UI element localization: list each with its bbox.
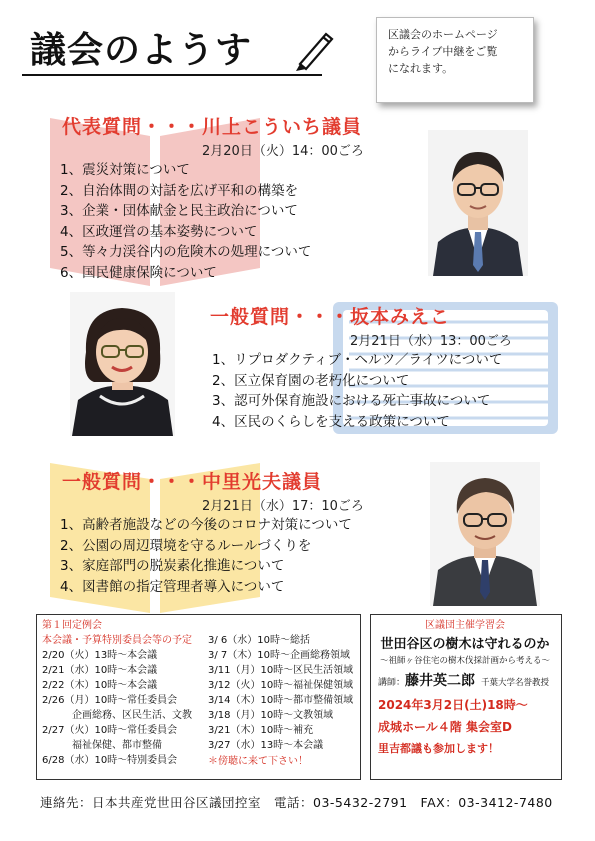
- list-item: 2、公園の周辺環境を守るルールづくりを: [60, 537, 312, 554]
- list-item: 2/20（火）13時〜本会議: [42, 650, 158, 661]
- list-item: 1、高齢者施設などの今後のコロナ対策について: [60, 517, 352, 533]
- pen-icon: [292, 26, 336, 72]
- list-item: 1、リプロダクティブ・ヘルツ／ライツについて: [212, 352, 503, 368]
- list-item: 6、国民健康保険について: [60, 264, 217, 281]
- schedule-right-list: [208, 633, 353, 769]
- list-item: 2/21（水）10時〜本会議: [42, 665, 158, 676]
- list-item: 2/26（月）10時〜常任委員会: [42, 695, 178, 706]
- list-item: 福祉保健、都市整備: [42, 740, 162, 751]
- list-item: 2、自治体間の対話を広げ平和の構築を: [60, 182, 299, 199]
- question-list: [60, 515, 352, 597]
- lecturer-name: 藤井英二郎: [405, 673, 476, 689]
- list-item: 3、認可外保育施設における死亡事故について: [212, 393, 491, 409]
- lecturer-label: 講師：: [378, 678, 406, 688]
- lecturer-line: [378, 670, 549, 690]
- study-subtitle: 〜祖師ヶ谷住宅の樹木伐採計画から考える〜: [379, 656, 550, 666]
- list-item: 1、震災対策について: [60, 162, 190, 178]
- schedule-subheading: 本会議・予算特別委員会等の予定: [42, 635, 192, 646]
- study-title: 世田谷区の樹木は守れるのか: [380, 637, 550, 652]
- guest-note: 里吉都議も参加します！: [378, 742, 499, 755]
- page-title: 議会のようす: [30, 30, 253, 71]
- question-list: [212, 350, 502, 432]
- list-item: 4、区政運営の基本姿勢について: [60, 223, 258, 240]
- note-line: からライブ中継をご覧: [388, 45, 498, 58]
- list-item: 4、図書館の指定管理者導入について: [60, 578, 285, 595]
- study-label: 区議団主催学習会: [425, 620, 505, 631]
- list-item: 企画総務、区民生活、文教: [42, 710, 192, 721]
- list-item: 3/11（月）10時〜区民生活領域: [208, 665, 354, 676]
- list-item: 2、区立保育園の老朽化について: [212, 372, 410, 389]
- note-line: になれます。: [388, 62, 454, 75]
- section-title: 代表質問・・・川上こういち議員: [62, 116, 363, 138]
- list-item: 3/ 7（木）10時〜企画総務領域: [208, 650, 350, 661]
- councilor-photo-sakamoto: [70, 292, 175, 436]
- study-venue: 成城ホール４階 集会室D: [378, 720, 512, 734]
- lecturer-title: 千葉大学名誉教授: [481, 678, 550, 688]
- list-item: 3/21（木）10時〜補充: [208, 725, 314, 736]
- live-stream-note: [388, 26, 528, 77]
- attend-call: ＊傍聴に来て下さい！: [208, 756, 308, 767]
- list-item: 3、企業・団体献金と民主政治について: [60, 203, 298, 219]
- list-item: 3/12（火）10時〜福祉保健領域: [208, 680, 354, 691]
- session-date: 2月21日（水）17：10ごろ: [202, 499, 364, 514]
- section-title: 一般質問・・・坂本みえこ: [210, 306, 451, 328]
- schedule-left-list: [42, 648, 192, 768]
- list-item: 3/18（月）10時〜文教領域: [208, 710, 334, 721]
- list-item: 2/22（木）10時〜本会議: [42, 680, 158, 691]
- title-underline: [22, 74, 322, 76]
- study-datetime: 2024年3月2日(土)18時〜: [378, 698, 528, 712]
- list-item: 6/28（水）10時〜特別委員会: [42, 755, 178, 766]
- councilor-photo-kawakami: [428, 130, 528, 276]
- list-item: 3/14（木）10時〜都市整備領域: [208, 695, 354, 706]
- contact-footer: 連絡先：日本共産党世田谷区議団控室 電話：03-5432-2791 FAX：03-3412-7480: [40, 795, 553, 810]
- question-list: [60, 160, 311, 283]
- list-item: 2/27（火）10時〜常任委員会: [42, 725, 178, 736]
- session-date: 2月21日（水）13：00ごろ: [350, 334, 512, 349]
- schedule-heading: 第１回定例会: [42, 620, 102, 631]
- list-item: 3/27（水）13時〜本会議: [208, 740, 324, 751]
- section-title: 一般質問・・・中里光夫議員: [62, 471, 323, 493]
- list-item: 4、区民のくらしを支える政策について: [212, 413, 450, 430]
- list-item: 3/ 6（水）10時〜総括: [208, 635, 310, 646]
- councilor-photo-nakazato: [430, 462, 540, 606]
- note-line: 区議会のホームページ: [388, 28, 498, 41]
- list-item: 5、等々力渓谷内の危険木の処理について: [60, 244, 312, 260]
- session-date: 2月20日（火）14：00ごろ: [202, 144, 364, 159]
- list-item: 3、家庭部門の脱炭素化推進について: [60, 558, 285, 574]
